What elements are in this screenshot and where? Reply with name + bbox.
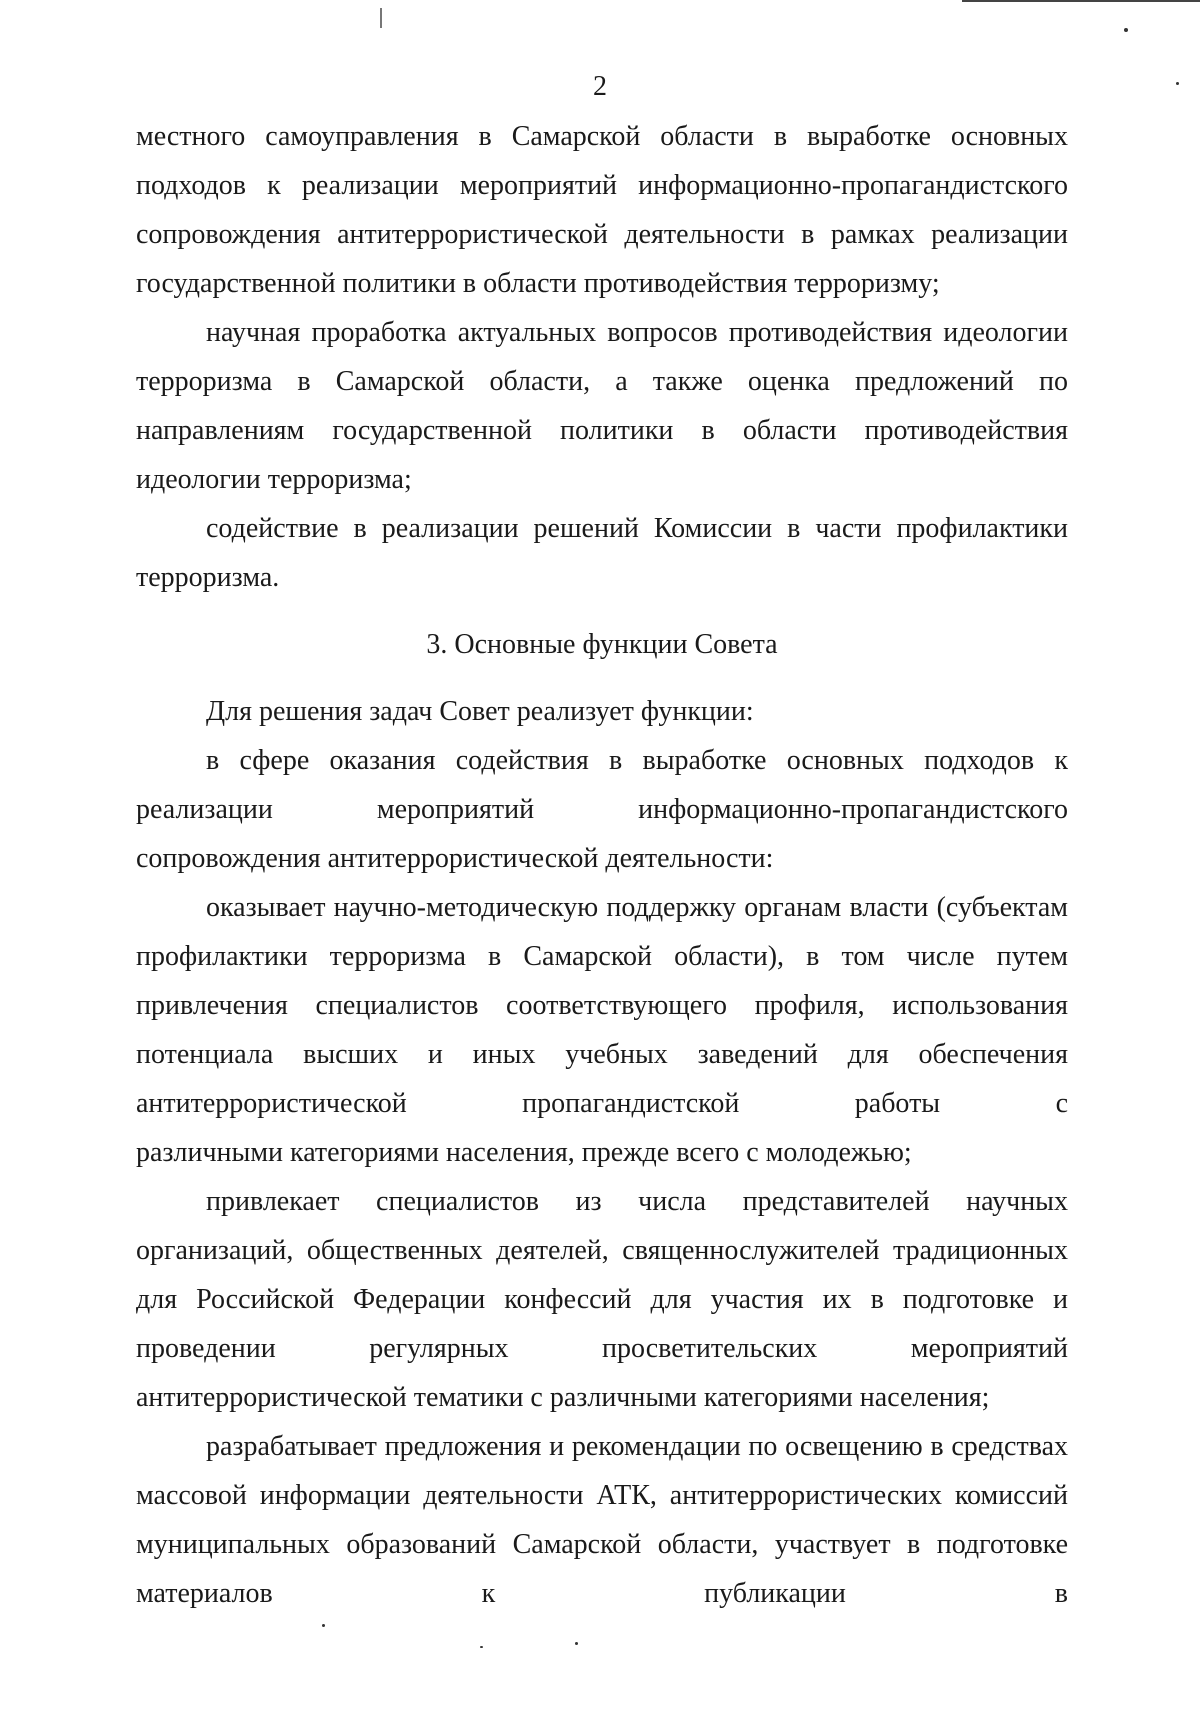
paragraph: содействие в реализации решений Комиссии в части профилактики — [206, 513, 1068, 544]
scan-speck — [1176, 82, 1179, 85]
document-body — [136, 112, 1068, 1618]
scan-speck — [322, 1624, 325, 1627]
paragraph-group-functions — [136, 687, 1068, 1618]
paragraph: государственной политики в области противодействия терроризму; — [136, 268, 940, 299]
paragraph: идеологии терроризма; — [136, 464, 412, 495]
paragraph: различными категориями населения, прежде всего с молодежью; — [136, 1137, 912, 1168]
paragraph: оказывает научно-методическую поддержку органам власти (субъектам профилактики терроризма в Самарской области), в том числе путем привлечения специалистов соответствующего профиля, использования потенциала высших и иных учебных заведений для обеспечения антитеррористической пропагандистской работы с — [136, 892, 1068, 1119]
scan-speck — [480, 1646, 483, 1648]
scan-mark — [380, 8, 382, 28]
paragraph-group-tasks — [136, 112, 1068, 602]
paragraph: научная проработка актуальных вопросов противодействия идеологии терроризма в Самарской области, а также оценка предложений по направлениям государственной политики в области противодействия — [136, 317, 1068, 446]
section-heading: 3. Основные функции Совета — [426, 629, 778, 660]
scan-edge-line — [962, 0, 1200, 2]
scan-speck — [575, 1642, 578, 1645]
paragraph: сопровождения антитеррористической деятельности: — [136, 843, 774, 874]
scan-speck — [1124, 28, 1128, 32]
paragraph: антитеррористической тематики с различными категориями населения; — [136, 1382, 990, 1413]
page-number: 2 — [593, 71, 607, 102]
paragraph: в сфере оказания содействия в выработке основных подходов к реализации мероприятий информационно-пропагандистского — [136, 745, 1068, 825]
paragraph: местного самоуправления в Самарской области в выработке основных подходов к реализации мероприятий информационно-пропагандистского сопровождения антитеррористической деятельности в рамках реализации — [136, 121, 1068, 250]
paragraph: привлекает специалистов из числа представителей научных организаций, общественных деятелей, священнослужителей традиционных для Российской Федерации конфессий для участия их в подготовке и проведении регулярных просветительских мероприятий — [136, 1186, 1068, 1364]
paragraph: Для решения задач Совет реализует функции: — [206, 696, 754, 727]
paragraph: разрабатывает предложения и рекомендации по освещению в средствах массовой информации деятельности АТК, антитеррористических комиссий муниципальных образований Самарской области, участвует в подготовке материалов к публикации в — [136, 1431, 1068, 1609]
paragraph: терроризма. — [136, 562, 280, 593]
